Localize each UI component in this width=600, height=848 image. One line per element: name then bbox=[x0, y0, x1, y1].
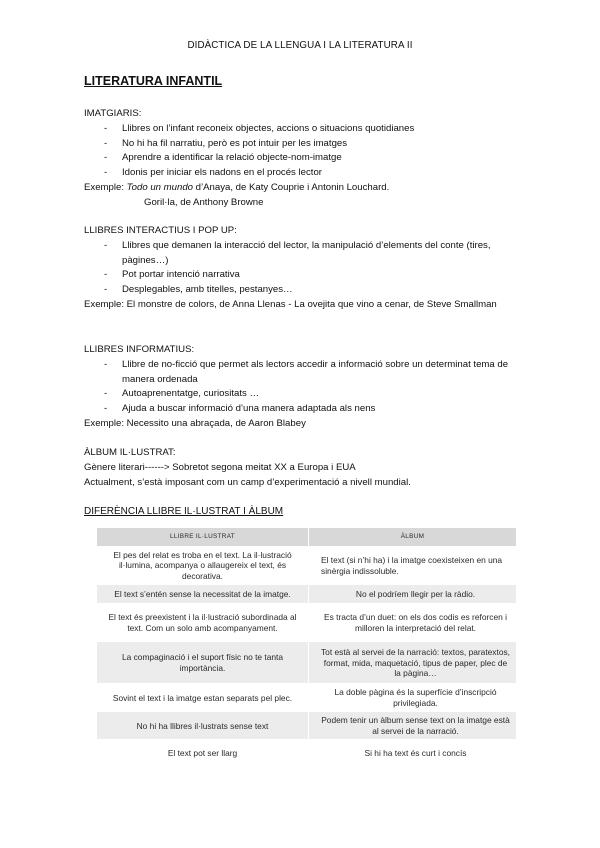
table-cell: El text s’entén sense la necessitat de la imatge. bbox=[97, 585, 309, 604]
list-item: - No hi ha fil narratiu, però es pot intuir per les imatges bbox=[84, 137, 524, 152]
list-item: - Ajuda a buscar informació d’una manera adaptada als nens bbox=[84, 402, 524, 417]
table-cell: Si hi ha text és curt i concís bbox=[309, 740, 517, 766]
section-album bbox=[84, 446, 524, 490]
table-cell: La compaginació i el suport físic no te tanta importància. bbox=[97, 642, 309, 684]
table-header-row bbox=[97, 528, 517, 547]
table-cell: No el podríem llegir per la ràdio. bbox=[309, 585, 517, 604]
table-row bbox=[97, 604, 517, 642]
example-title: Todo un mundo bbox=[126, 181, 193, 193]
example-text: Exemple: Necessito una abraçada, de Aaron Blabey bbox=[84, 417, 306, 429]
table-cell: El text pot ser llarg bbox=[97, 740, 309, 766]
list-item: - Llibres on l’infant reconeix objectes, accions o situacions quotidianes bbox=[84, 122, 524, 137]
example-text: Exemple: El monstre de colors, de Anna Llenas - La ovejita que vino a cenar, de Steve Smallman bbox=[84, 298, 497, 310]
example-text-continued: Goril·la, de Anthony Browne bbox=[144, 196, 264, 208]
album-current-line: Actualment, s’està imposant com un camp d’experimentació a nivell mundial. bbox=[84, 476, 411, 488]
table-cell: No hi ha llibres il·lustrats sense text bbox=[97, 712, 309, 740]
list-item: - Llibre de no-ficció que permet als lectors accedir a informació sobre un determinat tema de manera ordenada bbox=[84, 358, 524, 388]
table-row bbox=[97, 642, 517, 684]
column-header-right: ÀLBUM bbox=[309, 528, 517, 547]
list-item: - Autoaprenentatge, curiositats … bbox=[84, 387, 524, 402]
list-item: - Idonis per iniciar els nadons en el procés lector bbox=[84, 166, 524, 181]
album-genre-line: Gènere literari------> Sobretot segona meitat XX a Europa i EUA bbox=[84, 461, 356, 473]
section-imatgiaris bbox=[84, 107, 524, 211]
table-row bbox=[97, 547, 517, 585]
table-cell: El text (si n’hi ha) i la imatge coexisteixen en una sinèrgia indissoluble. bbox=[309, 547, 517, 585]
example-prefix: Exemple: bbox=[84, 181, 127, 193]
difference-title: DIFERÈNCIA LLIBRE IL·LUSTRAT I ÀLBUM bbox=[84, 506, 284, 517]
section-heading: ÀLBUM IL·LUSTRAT: bbox=[84, 447, 176, 458]
main-title: LITERATURA INFANTIL bbox=[84, 74, 223, 88]
table-cell: Tot està al servei de la narració: textos, paratextos, format, mida, maquetació, tipus de paper, plec de la pàgina… bbox=[309, 642, 517, 684]
comparison-table bbox=[96, 527, 517, 766]
table-cell: La doble pàgina és la superfície d’inscripció privilegiada. bbox=[309, 684, 517, 712]
column-header-left: LLIBRE IL·LUSTRAT bbox=[97, 528, 309, 547]
table-row bbox=[97, 585, 517, 604]
section-heading: LLIBRES INTERACTIUS I POP UP: bbox=[84, 225, 237, 236]
bullet-list bbox=[84, 239, 524, 298]
table-cell: Es tracta d’un duet: on els dos codis es reforcen i milloren la interpretació del relat. bbox=[309, 604, 517, 642]
table-cell: Podem tenir un àlbum sense text on la imatge està al servei de la narració. bbox=[309, 712, 517, 740]
document-header: DIDÀCTICA DE LA LLENGUA I LA LITERATURA II bbox=[187, 40, 413, 51]
table-row bbox=[97, 684, 517, 712]
example-rest: d’Anaya, de Katy Couprie i Antonin Louchard. bbox=[193, 181, 390, 193]
table-cell: Sovint el text i la imatge estan separats pel plec. bbox=[97, 684, 309, 712]
table-row bbox=[97, 712, 517, 740]
bullet-list bbox=[84, 358, 524, 417]
table-row bbox=[97, 740, 517, 766]
section-interactius bbox=[84, 224, 524, 313]
section-heading: IMATGIARIS: bbox=[84, 108, 142, 119]
list-item: - Desplegables, amb titelles, pestanyes… bbox=[84, 283, 524, 298]
table-cell: El text és preexistent i la il·lustració subordinada al text. Com un solo amb acompanyament. bbox=[97, 604, 309, 642]
section-informatius bbox=[84, 343, 524, 432]
list-item: - Pot portar intenció narrativa bbox=[84, 268, 524, 283]
table-cell: El pes del relat es troba en el text. La il·lustració il·lumina, acompanya o allaugereix el text, és decorativa. bbox=[97, 547, 309, 585]
example-text bbox=[84, 181, 524, 196]
list-item: - Aprendre a identificar la relació objecte-nom-imatge bbox=[84, 151, 524, 166]
bullet-list bbox=[84, 122, 524, 181]
list-item: - Llibres que demanen la interacció del lector, la manipulació d’elements del conte (tires, pàgines…) bbox=[84, 239, 524, 269]
section-heading: LLIBRES INFORMATIUS: bbox=[84, 344, 195, 355]
